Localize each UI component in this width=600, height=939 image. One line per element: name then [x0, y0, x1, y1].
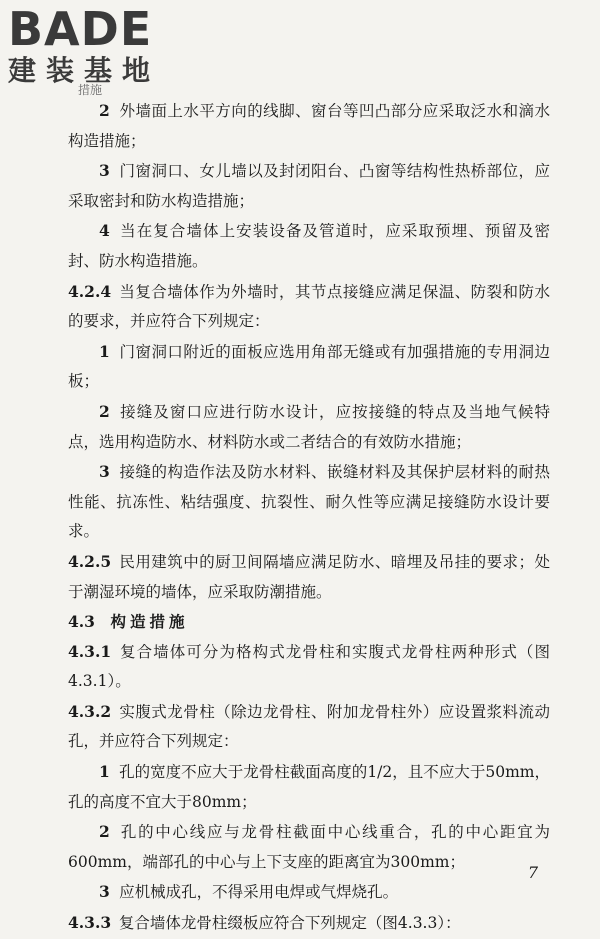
- logo-chinese-text: 建装基地: [8, 54, 161, 87]
- section-title: 构造措施: [110, 612, 189, 632]
- clause-text: 民用建筑中的厨卫间隔墙应满足防水、暗埋及吊挂的要求；处于潮湿环境的墙体，应采取防潮措施。: [68, 552, 550, 601]
- item-text: 孔的宽度不应大于龙骨柱截面高度的1/2，且不应大于50mm，孔的高度不宜大于80mm；: [68, 763, 550, 811]
- list-item: [68, 216, 550, 276]
- cut-off-text-fragment: 措施: [78, 83, 103, 97]
- clause-number: 4.2.5: [68, 551, 112, 571]
- item-text: 当在复合墙体上安装设备及管道时，应采取预埋、预留及密封、防水构造措施。: [68, 222, 550, 270]
- clause-text: 实腹式龙骨柱（除边龙骨柱、附加龙骨柱外）应设置浆料流动孔，并应符合下列规定：: [68, 702, 550, 751]
- list-item: [68, 757, 550, 817]
- item-number: 1: [99, 762, 110, 782]
- list-item: [68, 156, 550, 216]
- list-item: [68, 397, 550, 457]
- item-number: 3: [99, 462, 110, 482]
- item-text: 门窗洞口、女儿墙以及封闭阳台、凸窗等结构性热桥部位，应采取密封和防水构造措施；: [68, 162, 550, 210]
- item-text: 门窗洞口附近的面板应选用角部无缝或有加强措施的专用洞边板；: [68, 342, 550, 391]
- bade-logo: [8, 4, 160, 88]
- item-text: 接缝的构造作法及防水材料、嵌缝材料及其保护层材料的耐热性能、抗冻性、粘结强度、抗裂性、耐久性等应满足接缝防水设计要求。: [68, 463, 550, 541]
- list-item: [68, 457, 550, 547]
- item-text: 应机械成孔，不得采用电焊或气焊烧孔。: [119, 883, 399, 902]
- list-item: [68, 817, 550, 877]
- document-body: [68, 96, 550, 939]
- clause-text: 复合墙体龙骨柱缀板应符合下列规定（图4.3.3）：: [118, 914, 461, 933]
- clause-number: 4.3.1: [68, 641, 112, 661]
- item-number: 2: [99, 101, 110, 120]
- section-number: 4.3: [68, 612, 95, 632]
- list-item: [68, 96, 550, 156]
- page-number: 7: [527, 863, 538, 882]
- item-number: 2: [99, 401, 110, 421]
- item-number: 3: [99, 161, 110, 181]
- item-number: 3: [99, 882, 110, 902]
- clause-paragraph: [68, 697, 550, 757]
- item-number: 1: [99, 341, 110, 361]
- clause-text: 当复合墙体作为外墙时，其节点接缝应满足保温、防裂和防水的要求，并应符合下列规定：: [68, 282, 550, 331]
- logo-latin-text: BADE: [8, 2, 153, 56]
- clause-text: 复合墙体可分为格构式龙骨柱和实腹式龙骨柱两种形式（图4.3.1）。: [68, 642, 550, 691]
- clause-number: 4.2.4: [68, 281, 112, 301]
- clause-paragraph: [68, 547, 550, 607]
- item-number: 2: [99, 822, 110, 842]
- list-item: [68, 337, 550, 397]
- item-text: 外墙面上水平方向的线脚、窗台等凹凸部分应采取泛水和滴水构造措施；: [68, 102, 550, 150]
- clause-number: 4.3.2: [68, 701, 112, 721]
- item-number: 4: [99, 221, 110, 241]
- clause-paragraph: [68, 908, 550, 939]
- list-item: [68, 877, 550, 908]
- section-heading: [68, 607, 550, 637]
- item-text: 孔的中心线应与龙骨柱截面中心线重合，孔的中心距宜为600mm，端部孔的中心与上下支座的距离宜为300mm；: [68, 823, 550, 871]
- clause-paragraph: [68, 637, 550, 697]
- item-text: 接缝及窗口应进行防水设计，应按接缝的特点及当地气候特点，选用构造防水、材料防水或二者结合的有效防水措施；: [68, 402, 550, 451]
- clause-number: 4.3.3: [68, 913, 112, 933]
- clause-paragraph: [68, 277, 550, 337]
